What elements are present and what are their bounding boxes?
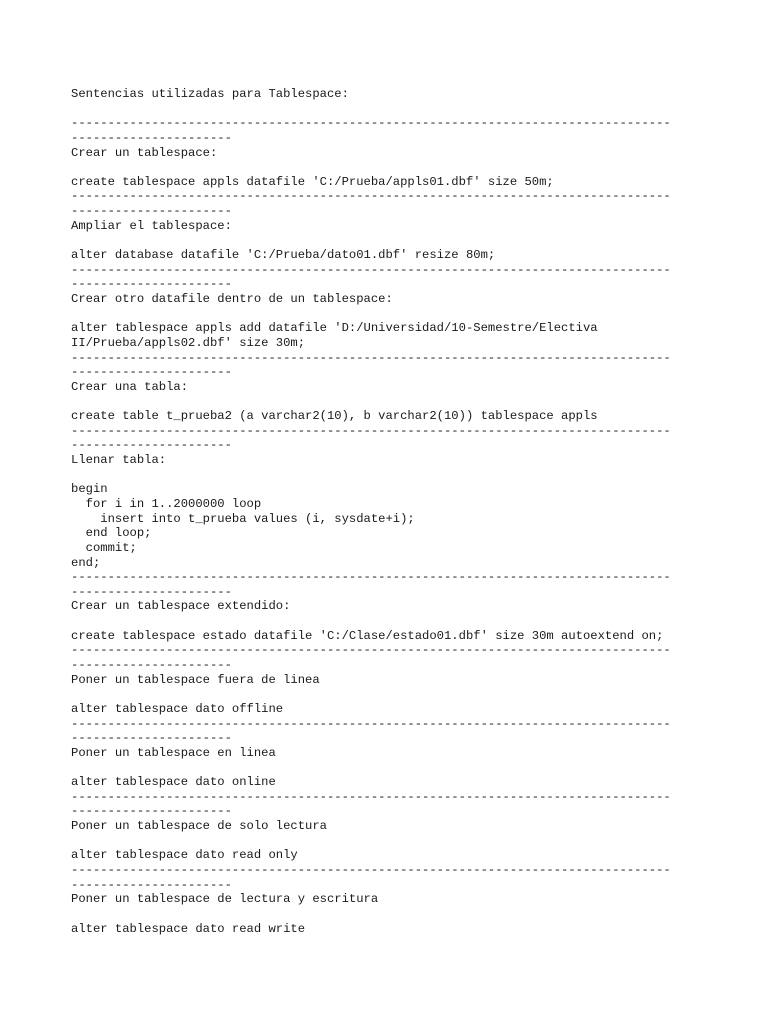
blank-line	[71, 233, 711, 248]
blank-line	[71, 394, 711, 409]
section-block	[71, 116, 711, 189]
section-heading: Crear otro datafile dentro de un tablespace:	[71, 291, 393, 306]
separator-line-wrap: ----------------------	[71, 130, 232, 145]
code-line: alter tablespace dato read only	[71, 848, 298, 863]
document-page	[71, 87, 711, 936]
code-line: end;	[71, 555, 101, 570]
code-line: alter tablespace appls add datafile 'D:/Universidad/10-Semestre/Electiva	[71, 321, 598, 336]
code-line: alter tablespace dato online	[71, 775, 276, 790]
blank-line	[71, 307, 711, 322]
section-heading: Crear un tablespace:	[71, 145, 218, 160]
section-heading: Llenar tabla:	[71, 453, 167, 468]
separator-line: ----------------------------------------------------------------------------------	[71, 643, 671, 658]
separator-line-wrap: ----------------------	[71, 877, 232, 892]
blank-line	[71, 614, 711, 629]
blank-line	[71, 907, 711, 922]
document-title: Sentencias utilizadas para Tablespace:	[71, 87, 349, 101]
separator-line: ----------------------------------------------------------------------------------	[71, 862, 671, 877]
code-line: create table t_prueba2 (a varchar2(10), b varchar2(10)) tablespace appls	[71, 409, 598, 424]
separator-line: ----------------------------------------------------------------------------------	[71, 350, 671, 365]
separator-line-wrap: ----------------------	[71, 438, 232, 453]
code-line: commit;	[71, 540, 137, 555]
separator-line-wrap: ----------------------	[71, 731, 232, 746]
separator-line: ----------------------------------------------------------------------------------	[71, 789, 671, 804]
section-block	[71, 570, 711, 643]
section-block	[71, 863, 711, 936]
section-block	[71, 263, 711, 351]
blank-line	[71, 102, 711, 117]
section-heading: Crear un tablespace extendido:	[71, 599, 291, 614]
section-block	[71, 189, 711, 262]
section-block	[71, 717, 711, 790]
blank-line	[71, 760, 711, 775]
section-block	[71, 424, 711, 570]
section-block	[71, 790, 711, 863]
code-line: alter tablespace dato read write	[71, 921, 306, 936]
separator-line: ----------------------------------------------------------------------------------	[71, 570, 671, 585]
section-heading: Poner un tablespace de lectura y escritura	[71, 892, 379, 907]
blank-line	[71, 834, 711, 849]
section-block	[71, 351, 711, 424]
section-heading: Crear una tabla:	[71, 379, 189, 394]
blank-line	[71, 687, 711, 702]
blank-line	[71, 160, 711, 175]
separator-line-wrap: ----------------------	[71, 277, 232, 292]
code-line: for i in 1..2000000 loop	[71, 496, 262, 511]
section-heading: Ampliar el tablespace:	[71, 218, 232, 233]
separator-line: ----------------------------------------------------------------------------------	[71, 262, 671, 277]
section-heading: Poner un tablespace en linea	[71, 745, 276, 760]
separator-line-wrap: ----------------------	[71, 204, 232, 219]
document-body	[71, 116, 711, 936]
section-heading: Poner un tablespace de solo lectura	[71, 819, 327, 834]
code-line: alter tablespace dato offline	[71, 701, 284, 716]
code-line: create tablespace estado datafile 'C:/Clase/estado01.dbf' size 30m autoextend on;	[71, 628, 664, 643]
code-line: alter database datafile 'C:/Prueba/dato01.dbf' resize 80m;	[71, 248, 496, 263]
code-line: begin	[71, 482, 108, 497]
separator-line-wrap: ----------------------	[71, 804, 232, 819]
code-line: II/Prueba/appls02.dbf' size 30m;	[71, 335, 306, 350]
code-line: end loop;	[71, 526, 152, 541]
code-line: insert into t_prueba values (i, sysdate+i);	[71, 511, 415, 526]
separator-line-wrap: ----------------------	[71, 584, 232, 599]
separator-line-wrap: ----------------------	[71, 365, 232, 380]
separator-line-wrap: ----------------------	[71, 657, 232, 672]
section-heading: Poner un tablespace fuera de linea	[71, 672, 320, 687]
separator-line: ----------------------------------------------------------------------------------	[71, 189, 671, 204]
separator-line: ----------------------------------------------------------------------------------	[71, 423, 671, 438]
section-block	[71, 643, 711, 716]
blank-line	[71, 468, 711, 483]
code-line: create tablespace appls datafile 'C:/Prueba/appls01.dbf' size 50m;	[71, 174, 554, 189]
separator-line: ----------------------------------------------------------------------------------	[71, 116, 671, 131]
separator-line: ----------------------------------------------------------------------------------	[71, 716, 671, 731]
